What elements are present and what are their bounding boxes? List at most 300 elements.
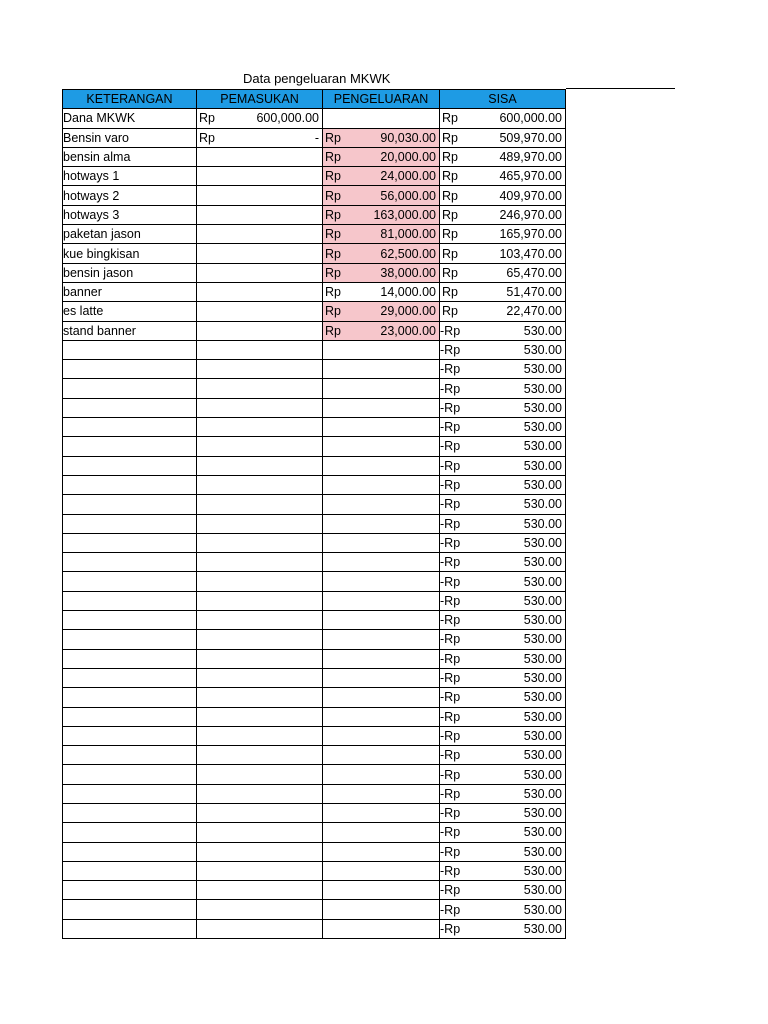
currency-symbol: -Rp — [440, 613, 461, 628]
header-sisa[interactable]: SISA — [440, 90, 566, 109]
cell-pemasukan[interactable] — [197, 302, 323, 321]
amount-value: 163,000.00 — [373, 207, 436, 222]
cell-pengeluaran[interactable] — [323, 630, 440, 649]
currency-symbol: Rp — [442, 188, 458, 203]
currency-symbol: Rp — [442, 130, 458, 145]
cell-keterangan[interactable] — [63, 688, 197, 707]
cell-keterangan[interactable] — [63, 919, 197, 938]
currency-symbol: -Rp — [440, 381, 461, 396]
currency-symbol: Rp — [325, 285, 341, 300]
amount-value: 51,470.00 — [506, 285, 562, 300]
amount-value: 465,970.00 — [499, 169, 562, 184]
amount-value: 530.00 — [523, 497, 562, 512]
currency-symbol: Rp — [325, 265, 341, 280]
cell-sisa[interactable] — [440, 244, 566, 263]
cell-pengeluaran[interactable] — [323, 514, 440, 533]
cell-pengeluaran[interactable] — [323, 456, 440, 475]
currency-symbol: -Rp — [440, 709, 461, 724]
cell-pengeluaran[interactable] — [323, 746, 440, 765]
sheet-title: Data pengeluaran MKWK — [243, 71, 391, 86]
header-border-line — [566, 88, 675, 89]
cell-pengeluaran[interactable] — [323, 109, 440, 128]
cell-pengeluaran[interactable] — [323, 167, 440, 186]
cell-sisa[interactable] — [440, 900, 566, 919]
currency-symbol: Rp — [325, 169, 341, 184]
cell-pemasukan[interactable] — [197, 495, 323, 514]
currency-symbol: -Rp — [440, 632, 461, 647]
table-row — [63, 533, 566, 552]
cell-keterangan[interactable]: hotways 2 — [63, 186, 197, 205]
cell-sisa[interactable] — [440, 360, 566, 379]
cell-sisa[interactable] — [440, 553, 566, 572]
currency-symbol: Rp — [442, 227, 458, 242]
amount-value: 530.00 — [523, 748, 562, 763]
table-row — [63, 475, 566, 494]
cell-sisa[interactable] — [440, 630, 566, 649]
cell-sisa[interactable] — [440, 707, 566, 726]
cell-keterangan[interactable] — [63, 842, 197, 861]
amount-value: 530.00 — [523, 921, 562, 936]
cell-keterangan[interactable] — [63, 707, 197, 726]
table-row — [63, 688, 566, 707]
table-row — [63, 225, 566, 244]
cell-sisa[interactable] — [440, 302, 566, 321]
cell-pemasukan[interactable] — [197, 726, 323, 745]
currency-symbol: Rp — [325, 246, 341, 261]
table-row — [63, 282, 566, 301]
cell-sisa[interactable] — [440, 823, 566, 842]
cell-pemasukan[interactable] — [197, 649, 323, 668]
cell-keterangan[interactable] — [63, 514, 197, 533]
cell-pengeluaran[interactable] — [323, 475, 440, 494]
cell-keterangan[interactable]: banner — [63, 282, 197, 301]
expense-table — [62, 89, 566, 939]
cell-pengeluaran[interactable] — [323, 823, 440, 842]
cell-sisa[interactable] — [440, 263, 566, 282]
currency-symbol: -Rp — [440, 671, 461, 686]
cell-sisa[interactable] — [440, 418, 566, 437]
currency-symbol: -Rp — [440, 343, 461, 357]
cell-keterangan[interactable] — [63, 591, 197, 610]
currency-symbol: -Rp — [440, 767, 461, 782]
cell-pengeluaran[interactable] — [323, 321, 440, 340]
cell-pemasukan[interactable] — [197, 225, 323, 244]
cell-pengeluaran[interactable] — [323, 418, 440, 437]
table-row — [63, 900, 566, 919]
amount-value: 90,030.00 — [380, 130, 436, 145]
currency-symbol: Rp — [325, 188, 341, 203]
cell-pemasukan[interactable] — [197, 475, 323, 494]
table-row — [63, 707, 566, 726]
cell-sisa[interactable] — [440, 205, 566, 224]
cell-pengeluaran[interactable] — [323, 803, 440, 822]
cell-keterangan[interactable] — [63, 630, 197, 649]
currency-symbol: Rp — [442, 304, 458, 319]
cell-pengeluaran[interactable] — [323, 591, 440, 610]
table-row — [63, 360, 566, 379]
amount-value: 246,970.00 — [499, 207, 562, 222]
cell-pemasukan[interactable] — [197, 900, 323, 919]
cell-pengeluaran[interactable] — [323, 881, 440, 900]
amount-value: 530.00 — [523, 806, 562, 821]
amount-value: 530.00 — [523, 593, 562, 608]
cell-pengeluaran[interactable] — [323, 861, 440, 880]
cell-pengeluaran[interactable] — [323, 688, 440, 707]
amount-value: 23,000.00 — [380, 323, 436, 338]
amount-value: 409,970.00 — [499, 188, 562, 203]
cell-keterangan[interactable] — [63, 475, 197, 494]
cell-sisa[interactable] — [440, 533, 566, 552]
cell-sisa[interactable] — [440, 225, 566, 244]
cell-pemasukan[interactable] — [197, 823, 323, 842]
amount-value: 530.00 — [523, 671, 562, 686]
header-row — [63, 90, 566, 109]
cell-keterangan[interactable] — [63, 765, 197, 784]
cell-pemasukan[interactable] — [197, 688, 323, 707]
cell-keterangan[interactable] — [63, 649, 197, 668]
cell-sisa[interactable] — [440, 321, 566, 340]
amount-value: 24,000.00 — [380, 169, 436, 184]
currency-symbol: -Rp — [440, 497, 461, 512]
cell-keterangan[interactable] — [63, 746, 197, 765]
cell-pemasukan[interactable] — [197, 784, 323, 803]
amount-value: 530.00 — [523, 400, 562, 415]
cell-pemasukan[interactable] — [197, 803, 323, 822]
table-body — [63, 109, 566, 939]
cell-pemasukan[interactable] — [197, 707, 323, 726]
cell-sisa[interactable] — [440, 495, 566, 514]
cell-pengeluaran[interactable] — [323, 147, 440, 166]
currency-symbol: Rp — [199, 130, 215, 145]
cell-pengeluaran[interactable] — [323, 533, 440, 552]
cell-sisa[interactable] — [440, 688, 566, 707]
cell-pengeluaran[interactable] — [323, 437, 440, 456]
currency-symbol: -Rp — [440, 439, 461, 454]
cell-pengeluaran[interactable] — [323, 765, 440, 784]
cell-pemasukan[interactable] — [197, 630, 323, 649]
currency-symbol: -Rp — [440, 555, 461, 570]
cell-pemasukan[interactable] — [197, 109, 323, 128]
cell-pengeluaran[interactable] — [323, 379, 440, 398]
amount-value: 20,000.00 — [380, 150, 436, 165]
cell-sisa[interactable] — [440, 282, 566, 301]
amount-value: 530.00 — [523, 786, 562, 801]
amount-value: 530.00 — [523, 381, 562, 396]
amount-value: 530.00 — [523, 535, 562, 550]
cell-keterangan[interactable] — [63, 379, 197, 398]
currency-symbol: -Rp — [440, 362, 461, 377]
table-row — [63, 630, 566, 649]
cell-pemasukan[interactable] — [197, 379, 323, 398]
cell-keterangan[interactable]: bensin alma — [63, 147, 197, 166]
cell-keterangan[interactable]: hotways 3 — [63, 205, 197, 224]
amount-value: 165,970.00 — [499, 227, 562, 242]
currency-symbol: -Rp — [440, 574, 461, 589]
cell-pemasukan[interactable] — [197, 418, 323, 437]
cell-pemasukan[interactable] — [197, 321, 323, 340]
amount-value: 56,000.00 — [380, 188, 436, 203]
cell-pengeluaran[interactable] — [323, 707, 440, 726]
cell-pemasukan[interactable] — [197, 398, 323, 417]
amount-value: 600,000.00 — [256, 111, 319, 126]
currency-symbol: Rp — [325, 323, 341, 338]
cell-keterangan[interactable]: bensin jason — [63, 263, 197, 282]
cell-sisa[interactable] — [440, 746, 566, 765]
table-row — [63, 514, 566, 533]
amount-value: 530.00 — [523, 728, 562, 743]
currency-symbol: Rp — [325, 130, 341, 145]
currency-symbol: Rp — [442, 169, 458, 184]
cell-keterangan[interactable] — [63, 726, 197, 745]
table-row — [63, 167, 566, 186]
table-row — [63, 263, 566, 282]
cell-pemasukan[interactable] — [197, 765, 323, 784]
cell-sisa[interactable] — [440, 919, 566, 938]
cell-keterangan[interactable]: es latte — [63, 302, 197, 321]
cell-pemasukan[interactable] — [197, 263, 323, 282]
table-row — [63, 649, 566, 668]
cell-sisa[interactable] — [440, 572, 566, 591]
cell-pemasukan[interactable] — [197, 533, 323, 552]
cell-pengeluaran[interactable] — [323, 495, 440, 514]
cell-keterangan[interactable] — [63, 803, 197, 822]
currency-symbol: Rp — [325, 150, 341, 165]
cell-pengeluaran[interactable] — [323, 360, 440, 379]
table-row — [63, 456, 566, 475]
currency-symbol: -Rp — [440, 902, 461, 917]
cell-pengeluaran[interactable] — [323, 186, 440, 205]
cell-pengeluaran[interactable] — [323, 919, 440, 938]
currency-symbol: -Rp — [440, 323, 461, 338]
amount-value: 489,970.00 — [499, 150, 562, 165]
currency-symbol: -Rp — [440, 748, 461, 763]
cell-pengeluaran[interactable] — [323, 649, 440, 668]
cell-keterangan[interactable] — [63, 456, 197, 475]
table-row — [63, 340, 566, 359]
cell-keterangan[interactable] — [63, 340, 197, 359]
currency-symbol: -Rp — [440, 806, 461, 821]
cell-sisa[interactable] — [440, 668, 566, 687]
cell-pengeluaran[interactable] — [323, 263, 440, 282]
cell-pengeluaran[interactable] — [323, 302, 440, 321]
amount-value: 530.00 — [523, 767, 562, 782]
cell-keterangan[interactable] — [63, 668, 197, 687]
cell-keterangan[interactable]: Bensin varo — [63, 128, 197, 147]
cell-pengeluaran[interactable] — [323, 726, 440, 745]
cell-sisa[interactable] — [440, 842, 566, 861]
cell-pemasukan[interactable] — [197, 919, 323, 938]
currency-symbol: Rp — [325, 304, 341, 319]
cell-pengeluaran[interactable] — [323, 842, 440, 861]
header-pengeluaran[interactable]: PENGELUARAN — [323, 90, 440, 109]
amount-value: 65,470.00 — [506, 265, 562, 280]
cell-keterangan[interactable]: stand banner — [63, 321, 197, 340]
cell-pemasukan[interactable] — [197, 861, 323, 880]
cell-keterangan[interactable] — [63, 784, 197, 803]
cell-keterangan[interactable] — [63, 437, 197, 456]
cell-pengeluaran[interactable] — [323, 668, 440, 687]
cell-pengeluaran[interactable] — [323, 398, 440, 417]
table-row — [63, 398, 566, 417]
cell-sisa[interactable] — [440, 726, 566, 745]
cell-keterangan[interactable]: hotways 1 — [63, 167, 197, 186]
cell-pengeluaran[interactable] — [323, 784, 440, 803]
table-row — [63, 379, 566, 398]
amount-value: 38,000.00 — [380, 265, 436, 280]
amount-value: 530.00 — [523, 362, 562, 377]
amount-value: 530.00 — [523, 864, 562, 879]
cell-keterangan[interactable] — [63, 823, 197, 842]
currency-symbol: -Rp — [440, 458, 461, 473]
currency-symbol: Rp — [325, 227, 341, 242]
amount-value: - — [314, 130, 319, 145]
cell-pengeluaran[interactable] — [323, 340, 440, 359]
amount-value: 530.00 — [523, 516, 562, 531]
cell-sisa[interactable] — [440, 128, 566, 147]
cell-sisa[interactable] — [440, 514, 566, 533]
cell-pemasukan[interactable] — [197, 572, 323, 591]
cell-keterangan[interactable] — [63, 495, 197, 514]
cell-pemasukan[interactable] — [197, 437, 323, 456]
cell-sisa[interactable] — [440, 765, 566, 784]
cell-keterangan[interactable] — [63, 553, 197, 572]
cell-pemasukan[interactable] — [197, 842, 323, 861]
cell-pemasukan[interactable] — [197, 128, 323, 147]
cell-pemasukan[interactable] — [197, 340, 323, 359]
cell-sisa[interactable] — [440, 109, 566, 128]
amount-value: 530.00 — [523, 651, 562, 666]
amount-value: 29,000.00 — [380, 304, 436, 319]
currency-symbol: Rp — [325, 207, 341, 222]
amount-value: 530.00 — [523, 478, 562, 493]
table-row — [63, 572, 566, 591]
amount-value: 530.00 — [523, 613, 562, 628]
currency-symbol: -Rp — [440, 400, 461, 415]
table-row — [63, 244, 566, 263]
currency-symbol: -Rp — [440, 921, 461, 936]
cell-keterangan[interactable]: Dana MKWK — [63, 109, 197, 128]
currency-symbol: -Rp — [440, 651, 461, 666]
amount-value: 530.00 — [523, 632, 562, 647]
cell-sisa[interactable] — [440, 167, 566, 186]
cell-pemasukan[interactable] — [197, 167, 323, 186]
table-row — [63, 205, 566, 224]
table-row — [63, 611, 566, 630]
table-row — [63, 803, 566, 822]
currency-symbol: -Rp — [440, 864, 461, 879]
amount-value: 530.00 — [523, 420, 562, 435]
cell-keterangan[interactable] — [63, 360, 197, 379]
cell-pemasukan[interactable] — [197, 360, 323, 379]
cell-pemasukan[interactable] — [197, 591, 323, 610]
amount-value: 62,500.00 — [380, 246, 436, 261]
cell-keterangan[interactable] — [63, 533, 197, 552]
cell-sisa[interactable] — [440, 784, 566, 803]
currency-symbol: -Rp — [440, 728, 461, 743]
currency-symbol: Rp — [442, 265, 458, 280]
cell-sisa[interactable] — [440, 881, 566, 900]
currency-symbol: -Rp — [440, 516, 461, 531]
header-keterangan[interactable]: KETERANGAN — [63, 90, 197, 109]
table-row — [63, 109, 566, 128]
cell-pemasukan[interactable] — [197, 553, 323, 572]
cell-sisa[interactable] — [440, 456, 566, 475]
cell-sisa[interactable] — [440, 379, 566, 398]
table-row — [63, 437, 566, 456]
currency-symbol: Rp — [442, 111, 458, 126]
cell-sisa[interactable] — [440, 803, 566, 822]
cell-pengeluaran[interactable] — [323, 128, 440, 147]
table-row — [63, 147, 566, 166]
cell-sisa[interactable] — [440, 147, 566, 166]
cell-sisa[interactable] — [440, 340, 566, 359]
cell-keterangan[interactable] — [63, 881, 197, 900]
cell-keterangan[interactable] — [63, 418, 197, 437]
cell-pengeluaran[interactable] — [323, 572, 440, 591]
cell-keterangan[interactable] — [63, 900, 197, 919]
cell-keterangan[interactable] — [63, 861, 197, 880]
cell-pemasukan[interactable] — [197, 205, 323, 224]
cell-keterangan[interactable] — [63, 611, 197, 630]
cell-pemasukan[interactable] — [197, 668, 323, 687]
cell-sisa[interactable] — [440, 475, 566, 494]
amount-value: 600,000.00 — [499, 111, 562, 126]
cell-pengeluaran[interactable] — [323, 282, 440, 301]
cell-pemasukan[interactable] — [197, 186, 323, 205]
cell-pemasukan[interactable] — [197, 147, 323, 166]
header-pemasukan[interactable]: PEMASUKAN — [197, 90, 323, 109]
cell-sisa[interactable] — [440, 186, 566, 205]
cell-pemasukan[interactable] — [197, 881, 323, 900]
currency-symbol: Rp — [442, 150, 458, 165]
table-row — [63, 128, 566, 147]
amount-value: 530.00 — [523, 323, 562, 338]
amount-value: 103,470.00 — [499, 246, 562, 261]
table-row — [63, 842, 566, 861]
cell-pemasukan[interactable] — [197, 514, 323, 533]
cell-sisa[interactable] — [440, 649, 566, 668]
cell-keterangan[interactable]: kue bingkisan — [63, 244, 197, 263]
cell-pemasukan[interactable] — [197, 746, 323, 765]
cell-keterangan[interactable] — [63, 398, 197, 417]
table-row — [63, 495, 566, 514]
cell-pengeluaran[interactable] — [323, 225, 440, 244]
cell-pemasukan[interactable] — [197, 611, 323, 630]
cell-pengeluaran[interactable] — [323, 244, 440, 263]
cell-pengeluaran[interactable] — [323, 553, 440, 572]
cell-pemasukan[interactable] — [197, 282, 323, 301]
table-row — [63, 861, 566, 880]
cell-keterangan[interactable]: paketan jason — [63, 225, 197, 244]
cell-pemasukan[interactable] — [197, 244, 323, 263]
cell-pengeluaran[interactable] — [323, 205, 440, 224]
currency-symbol: -Rp — [440, 535, 461, 550]
currency-symbol: Rp — [199, 111, 215, 126]
cell-sisa[interactable] — [440, 398, 566, 417]
cell-pemasukan[interactable] — [197, 456, 323, 475]
cell-pengeluaran[interactable] — [323, 611, 440, 630]
currency-symbol: Rp — [442, 207, 458, 222]
cell-sisa[interactable] — [440, 437, 566, 456]
cell-pengeluaran[interactable] — [323, 900, 440, 919]
cell-sisa[interactable] — [440, 861, 566, 880]
cell-keterangan[interactable] — [63, 572, 197, 591]
cell-sisa[interactable] — [440, 611, 566, 630]
currency-symbol: -Rp — [440, 690, 461, 705]
cell-sisa[interactable] — [440, 591, 566, 610]
currency-symbol: Rp — [442, 285, 458, 300]
amount-value: 530.00 — [523, 439, 562, 454]
